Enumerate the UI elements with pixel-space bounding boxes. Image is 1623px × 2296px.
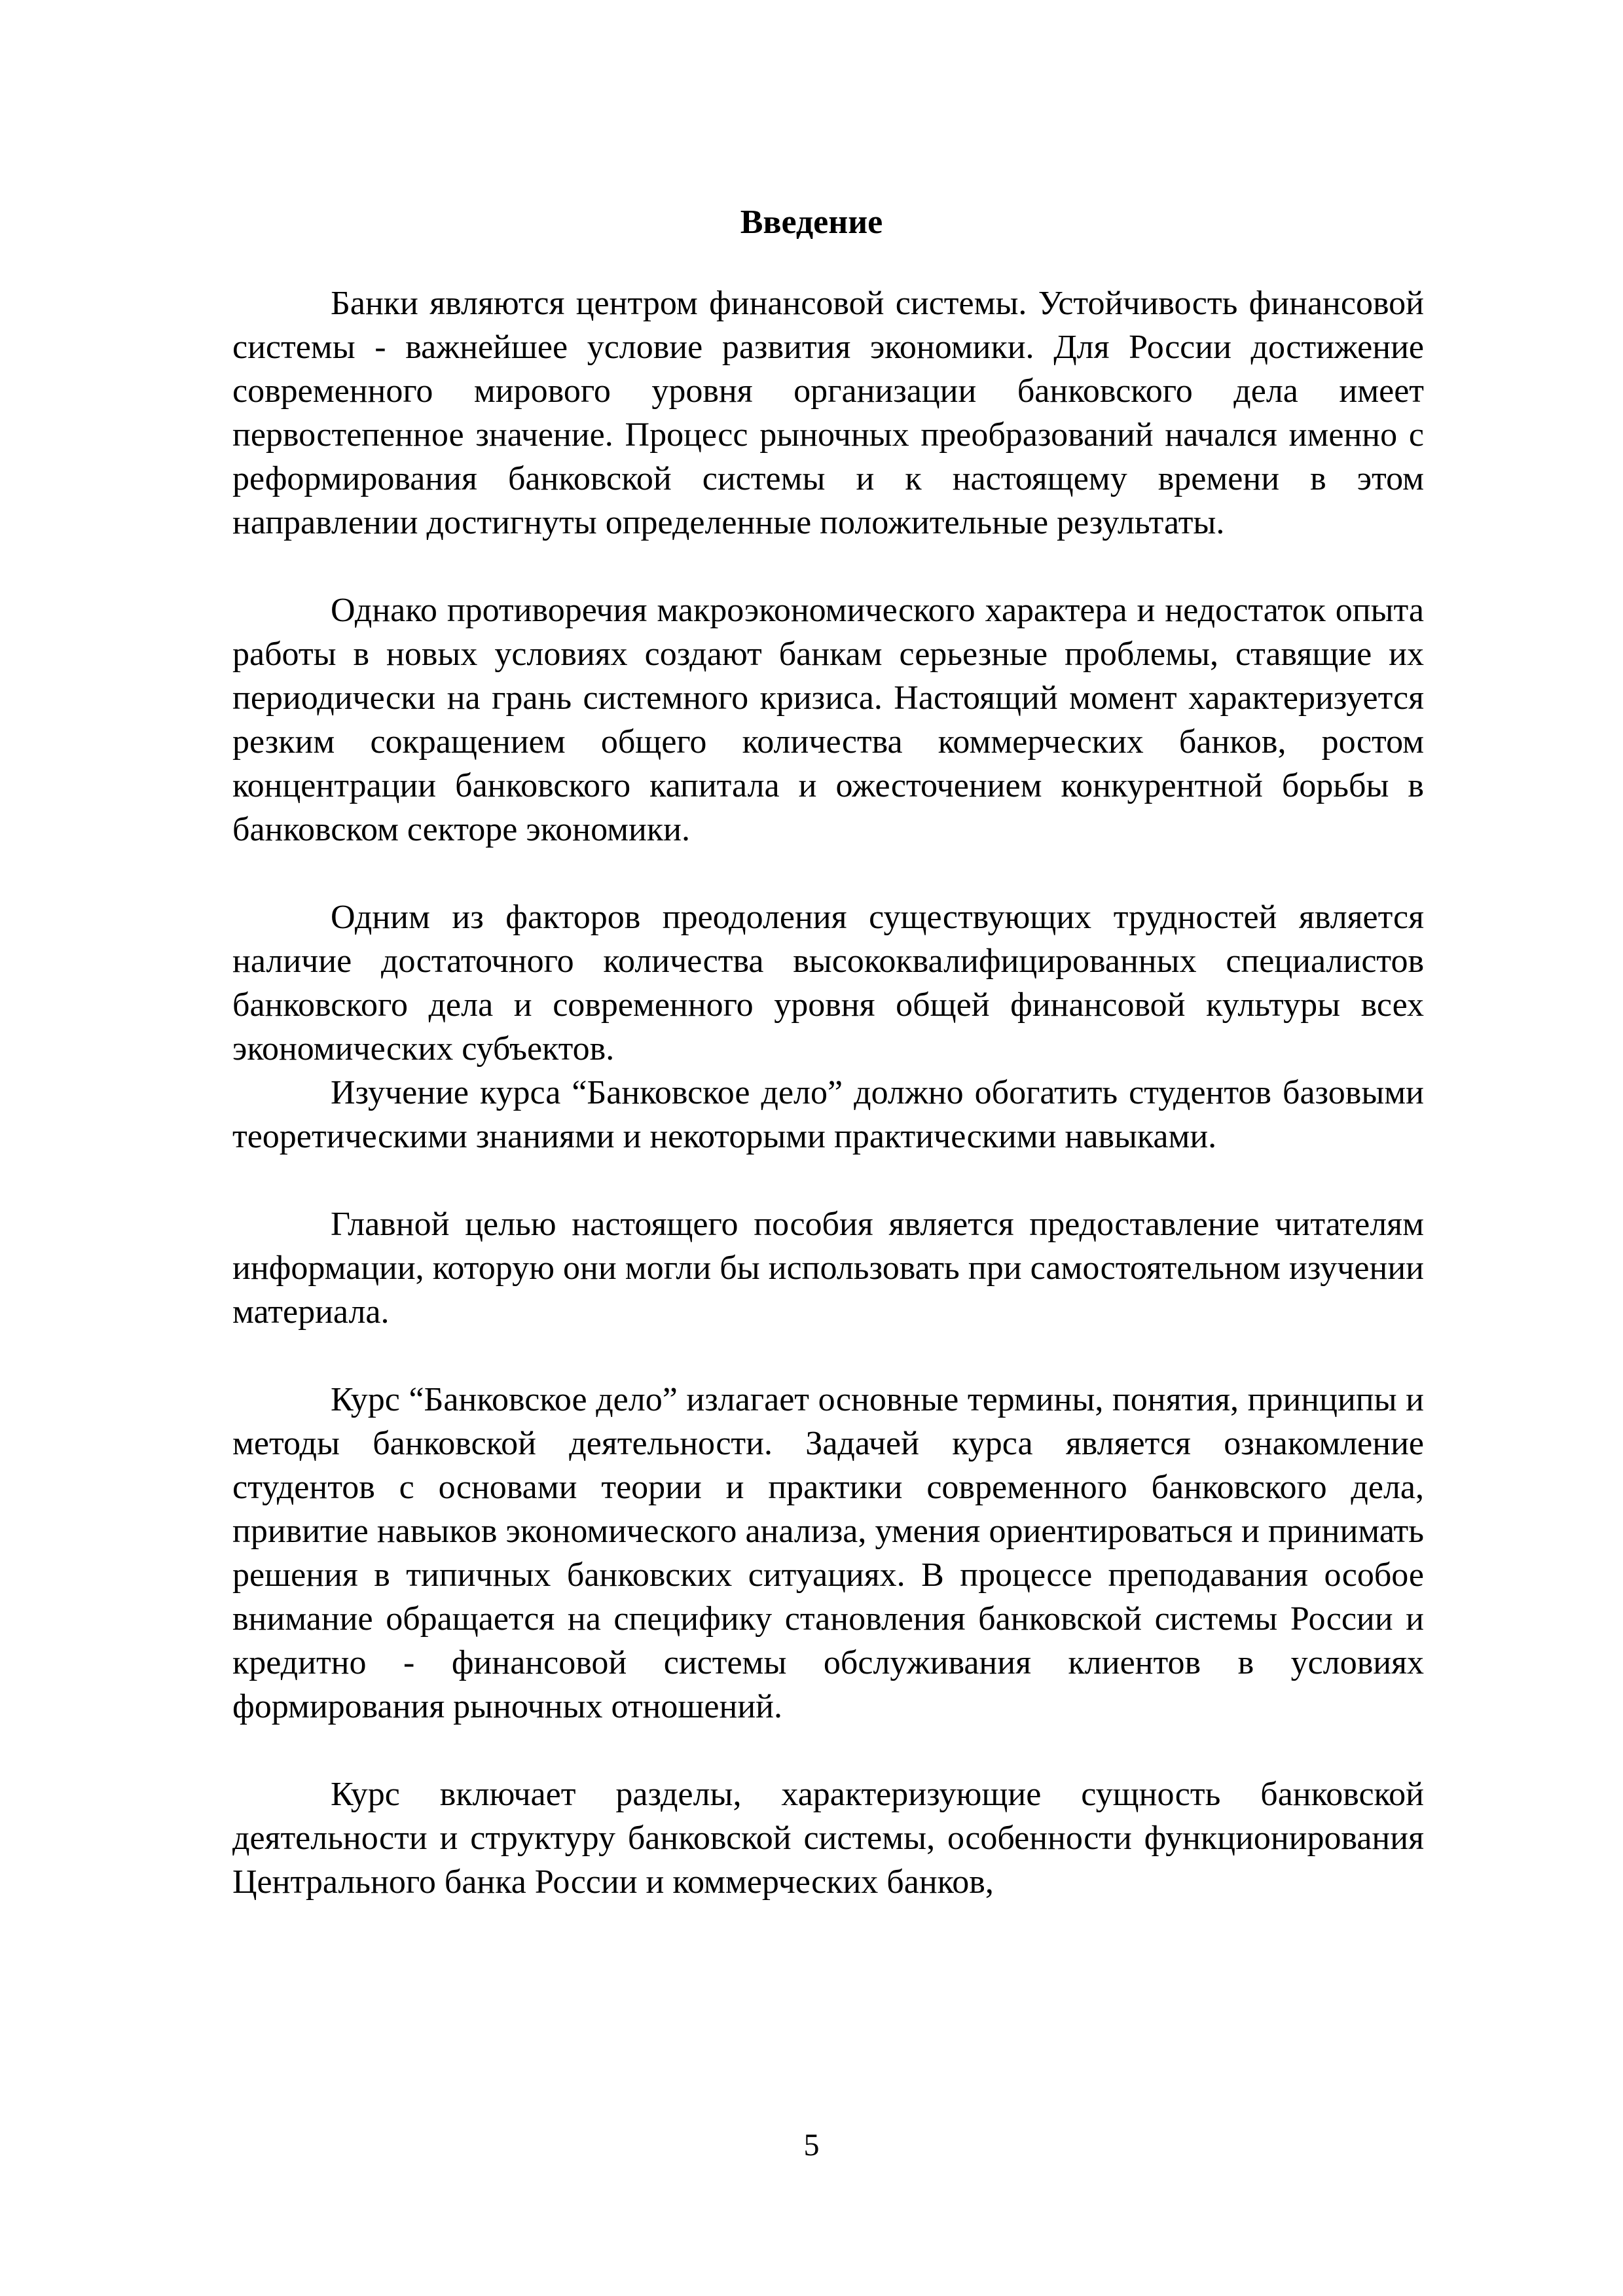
paragraph-2: Однако противоречия макроэкономического характера и недостаток опыта работы в новых условиях создают банкам серьезные проблемы, ставящие их периодически на грань системного кризиса. Настоящий момент характеризуется резким сокращением общего количества коммерческих банков, ростом концентрации банковского капитала и ожесточением конкурентной борьбы в банковском секторе экономики. (232, 592, 1424, 848)
section-title: Введение (740, 204, 883, 241)
paragraph-4: Изучение курса “Банковское дело” должно обогатить студентов базовыми теоретическими знаниями и некоторыми практическими навыками. (232, 1074, 1424, 1155)
paragraph-7: Курс включает разделы, характеризующие сущность банковской деятельности и структуру банковской системы, особенности функционирования Центрального банка России и коммерческих банков, (232, 1776, 1424, 1901)
document-body (232, 281, 1424, 1904)
paragraph-3: Одним из факторов преодоления существующих трудностей является наличие достаточного количества высококвалифицированных специалистов банковского дела и современного уровня общей финансовой культуры всех экономических субъектов. (232, 899, 1424, 1067)
page-number: 5 (803, 2128, 820, 2162)
paragraph-5: Главной целью настоящего пособия является предоставление читателям информации, которую они могли бы использовать при самостоятельном изучении материала. (232, 1206, 1424, 1331)
paragraph-1: Банки являются центром финансовой системы. Устойчивость финансовой системы - важнейшее условие развития экономики. Для России достижение современного мирового уровня организации банковского дела имеет первостепенное значение. Процесс рыночных преобразований начался именно с реформирования банковской системы и к настоящему времени в этом направлении достигнуты определенные положительные результаты. (232, 285, 1424, 541)
paragraph-6: Курс “Банковское дело” излагает основные термины, понятия, принципы и методы банковской деятельности. Задачей курса является ознакомление студентов с основами теории и практики современного банковского дела, привитие навыков экономического анализа, умения ориентироваться и принимать решения в типичных банковских ситуациях. В процессе преподавания особое внимание обращается на специфику становления банковской системы России и кредитно - финансовой системы обслуживания клиентов в условиях формирования рыночных отношений. (232, 1381, 1424, 1725)
